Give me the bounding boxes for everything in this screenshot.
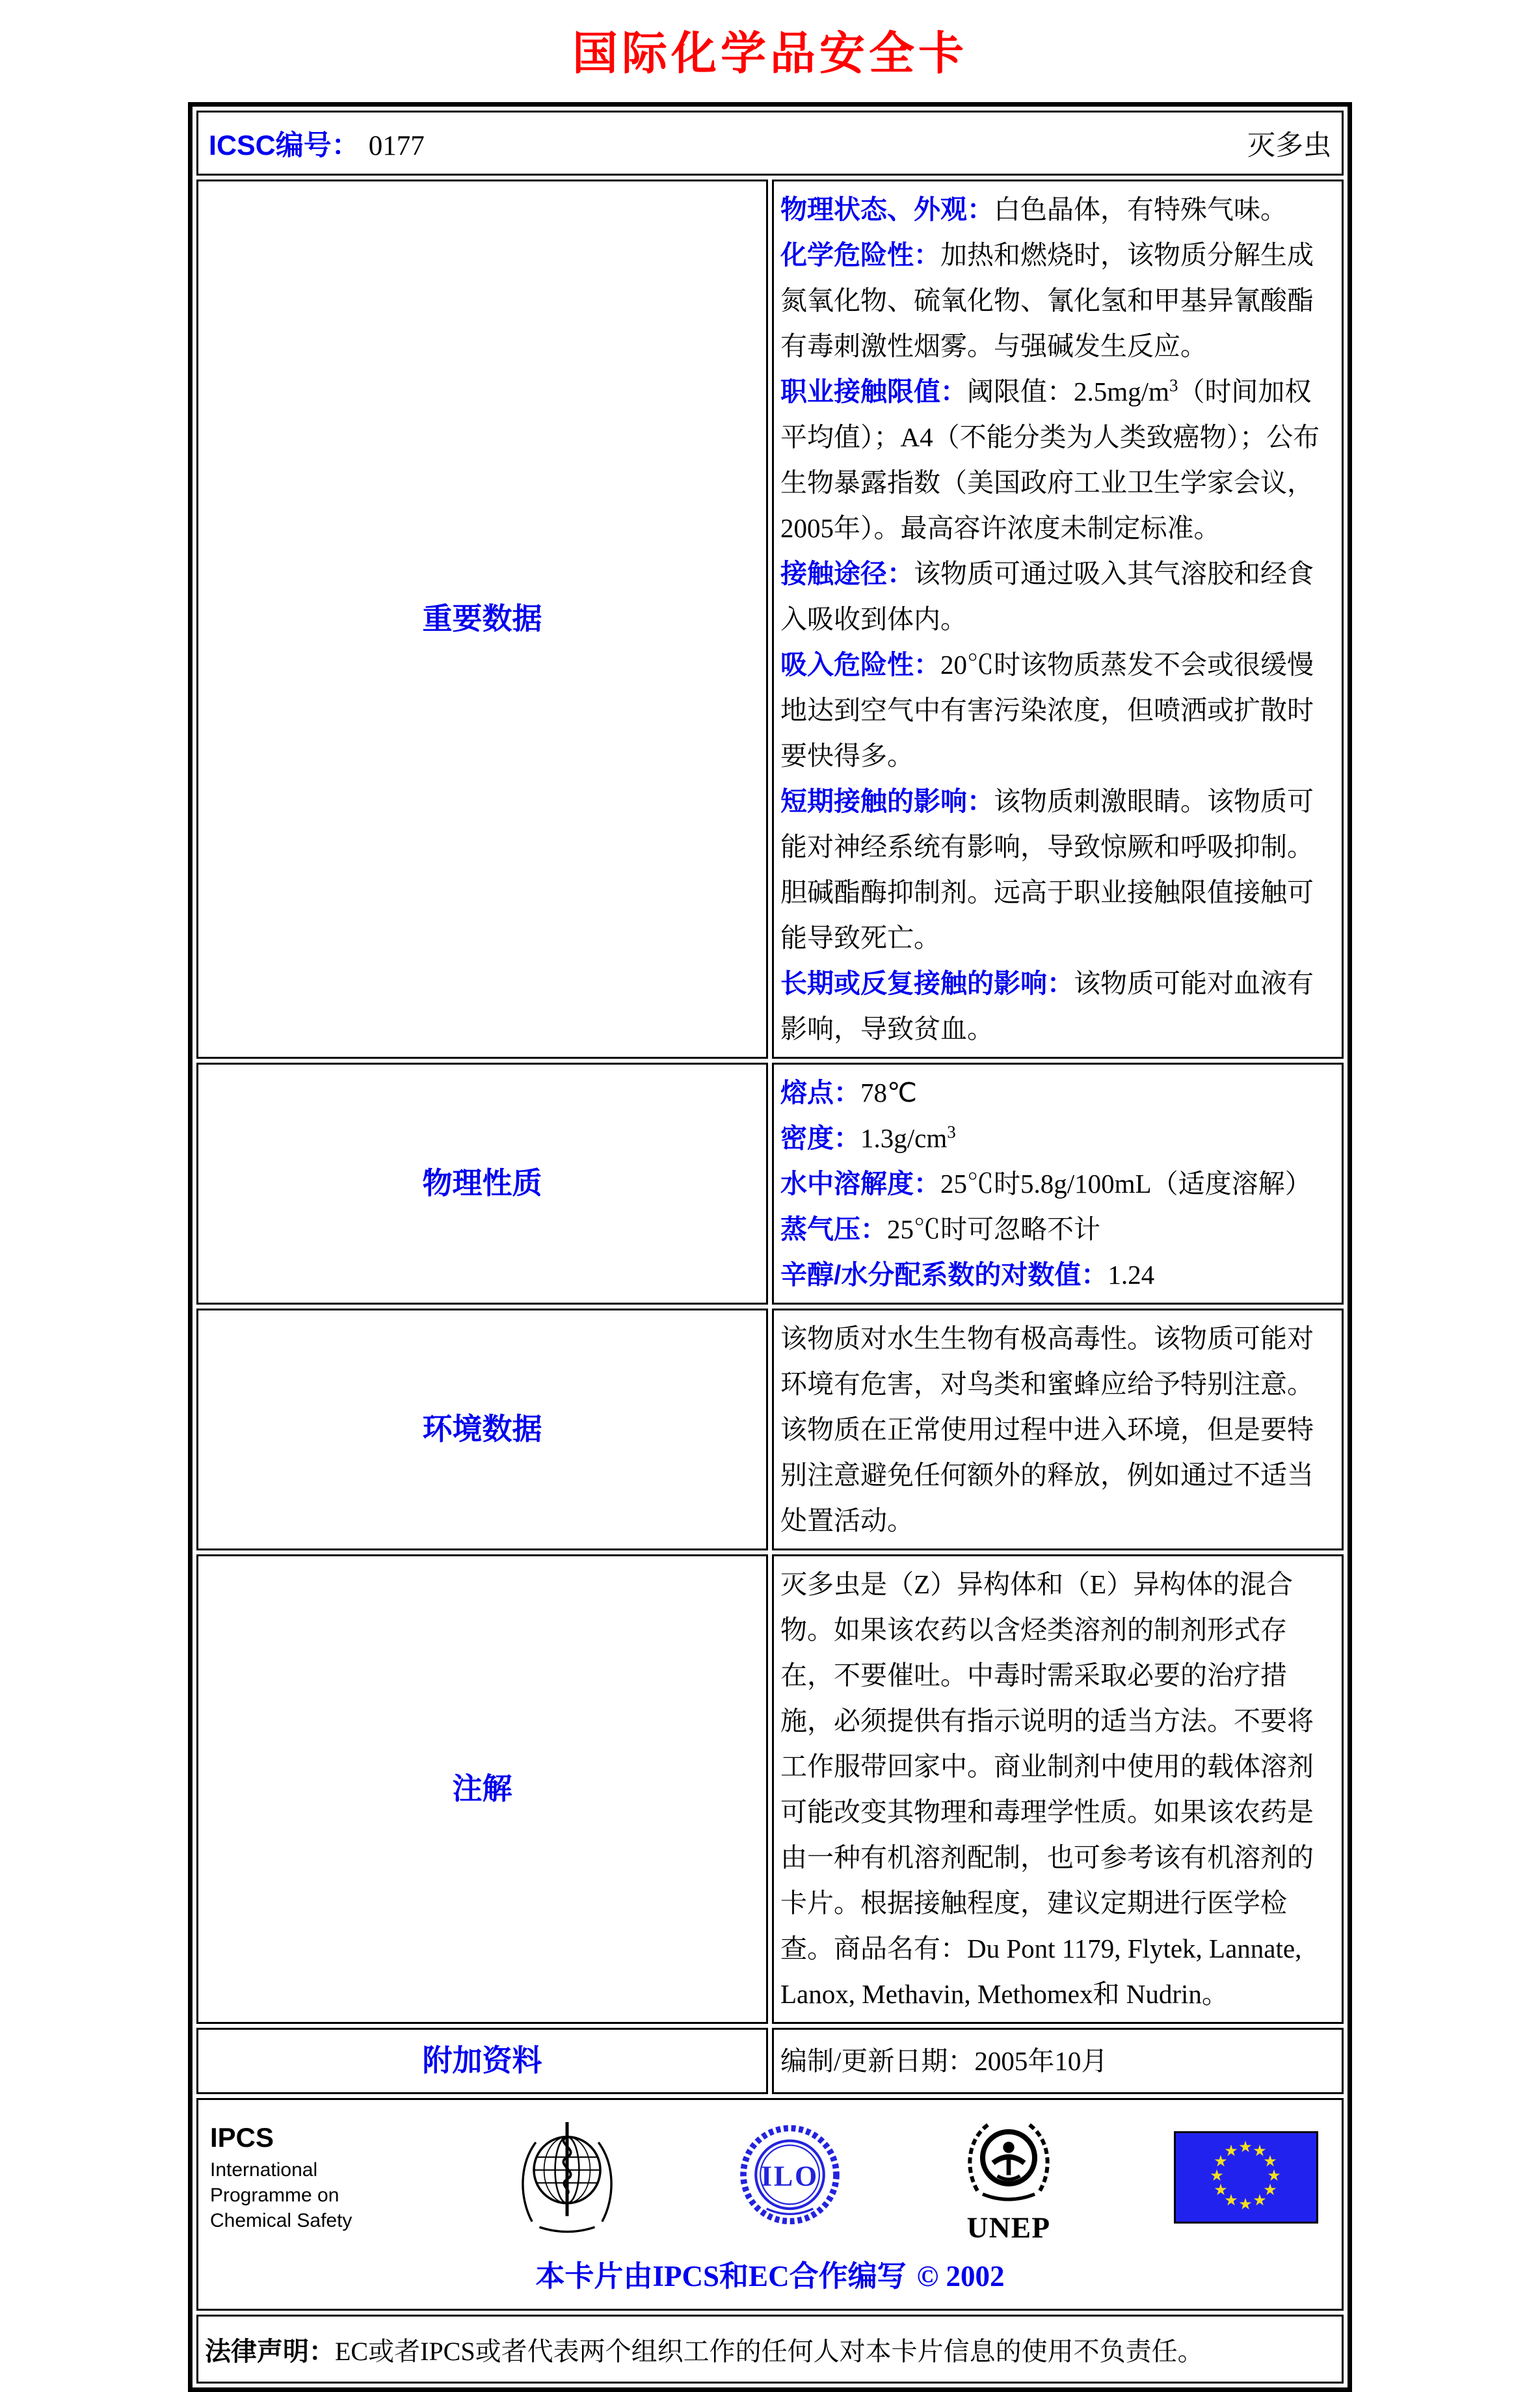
logos-row <box>205 2109 1335 2246</box>
chemical-danger-item <box>780 232 1334 369</box>
eu-flag-icon <box>1174 2131 1318 2224</box>
chemical-name: 灭多虫 <box>1247 130 1331 161</box>
chemical-danger-label: 化学危险性： <box>780 240 940 270</box>
exposure-route-label: 接触途径： <box>780 559 914 589</box>
environmental-data-content <box>772 1309 1344 1550</box>
ipcs-block <box>210 2122 399 2233</box>
ipcs-line-1: International <box>210 2159 318 2181</box>
additional-info-row-label: 附加资料 <box>196 2028 768 2094</box>
eu-star-icon: ★ <box>1263 2152 1277 2170</box>
notes-row <box>196 1554 1344 2024</box>
inhalation-risk-text: 20℃时该物质蒸发不会或很缓慢地达到空气中有害污染浓度，但喷洒或扩散时要快得多。 <box>780 650 1314 771</box>
notes-content <box>772 1554 1344 2024</box>
chemical-danger-text: 加热和燃烧时，该物质分解生成氮氧化物、硫氧化物、氰化氢和甲基异氰酸酯有毒刺激性烟雾。与强碱发生反应。 <box>780 240 1314 361</box>
notes-row-label: 注解 <box>196 1554 768 2024</box>
unep-logo-icon <box>957 2108 1061 2248</box>
density-value: 1.3g/cm <box>860 1123 948 1153</box>
unep-logo-text: UNEP <box>966 2211 1051 2244</box>
vapor-pressure-value: 25℃时可忽略不计 <box>887 1214 1100 1244</box>
icsc-card-page <box>0 17 1540 2366</box>
ilo-logo-text: ILO <box>760 2160 819 2192</box>
legal-notice-text: EC或者IPCS或者代表两个组织工作的任何人对本卡片信息的使用不负责任。 <box>335 2336 1204 2366</box>
vapor-pressure-item <box>780 1206 1334 1252</box>
ipcs-line-2: Programme on <box>210 2184 339 2206</box>
important-data-row-label: 重要数据 <box>196 179 768 1059</box>
environmental-data-row <box>196 1309 1344 1550</box>
eu-star-icon: ★ <box>1253 2191 1267 2209</box>
physical-state-text: 白色晶体，有特殊气味。 <box>994 194 1287 224</box>
water-solubility-label: 水中溶解度： <box>780 1169 940 1199</box>
safety-card-table <box>188 102 1352 2392</box>
additional-info-row <box>196 2028 1344 2094</box>
environmental-data-text: 该物质对水生生物有极高毒性。该物质可能对环境有危害，对鸟类和蜜蜂应给予特别注意。该物质在正常使用过程中进入环境，但是要特别注意避免任何额外的释放，例如通过不适当处置活动。 <box>780 1323 1314 1535</box>
eu-star-icon: ★ <box>1224 2142 1238 2160</box>
exposure-limit-item <box>780 369 1334 551</box>
long-term-effects-text: 该物质可能对血液有影响，导致贫血。 <box>780 968 1314 1044</box>
header-row <box>196 111 1344 176</box>
ipcs-line-3: Chemical Safety <box>210 2209 352 2231</box>
partition-coefficient-label: 辛醇/水分配系数的对数值： <box>780 1260 1108 1290</box>
icsc-number-value: 0177 <box>368 130 425 161</box>
header-cell <box>196 111 1344 176</box>
melting-point-label: 熔点： <box>780 1078 860 1108</box>
partition-coefficient-value: 1.24 <box>1108 1260 1155 1290</box>
exposure-route-item <box>780 551 1334 642</box>
ilo-logo-icon <box>736 2116 843 2239</box>
density-item <box>780 1115 1334 1161</box>
footer-row <box>196 2098 1344 2311</box>
partition-coefficient-item <box>780 1252 1334 1297</box>
eu-star-icon: ★ <box>1224 2191 1238 2209</box>
melting-point-item <box>780 1070 1334 1115</box>
icsc-number-group <box>209 124 425 163</box>
long-term-effects-item <box>780 961 1334 1052</box>
exposure-limit-text2: （时间加权平均值）；A4（不能分类为人类致癌物）；公布生物暴露指数（美国政府工业卫生学家会议，2005年）。最高容许浓度未制定标准。 <box>780 377 1320 543</box>
who-logo-icon <box>512 2112 622 2242</box>
footer-cell <box>196 2098 1344 2311</box>
eu-star-icon: ★ <box>1238 2138 1253 2156</box>
physical-properties-row <box>196 1063 1344 1305</box>
eu-star-icon: ★ <box>1267 2166 1281 2185</box>
physical-state-label: 物理状态、外观： <box>780 194 994 224</box>
long-term-effects-label: 长期或反复接触的影响： <box>780 968 1074 998</box>
eu-star-icon: ★ <box>1214 2181 1228 2199</box>
physical-properties-content <box>772 1063 1344 1305</box>
exposure-limit-label: 职业接触限值： <box>780 377 967 406</box>
physical-state-item <box>780 187 1334 232</box>
exposure-limit-text: 阈限值：2.5mg/m <box>967 377 1169 406</box>
legal-row <box>196 2315 1344 2384</box>
page-title: 国际化学品安全卡 <box>572 29 968 79</box>
additional-info-content <box>772 2028 1344 2094</box>
water-solubility-value: 25℃时5.8g/100mL（适度溶解） <box>940 1169 1312 1199</box>
density-superscript: 3 <box>947 1122 956 1142</box>
eu-star-icon: ★ <box>1238 2195 1253 2213</box>
vapor-pressure-label: 蒸气压： <box>780 1214 887 1244</box>
important-data-content <box>772 179 1344 1059</box>
short-term-effects-label: 短期接触的影响： <box>780 786 994 816</box>
inhalation-risk-item <box>780 642 1334 778</box>
ipcs-title: IPCS <box>210 2121 274 2153</box>
water-solubility-item <box>780 1161 1334 1206</box>
update-date-text: 编制/更新日期：2005年10月 <box>780 2046 1108 2076</box>
icsc-number-label: ICSC编号： <box>209 129 360 161</box>
footer-caption <box>205 2252 1335 2294</box>
melting-point-value: 78℃ <box>860 1078 918 1108</box>
footer-caption-text: 本卡片由IPCS和EC合作编写 <box>535 2260 907 2292</box>
footer-copyright: © 2002 <box>916 2260 1005 2292</box>
legal-cell <box>196 2315 1344 2384</box>
eu-star-icon: ★ <box>1253 2142 1267 2160</box>
physical-properties-row-label: 物理性质 <box>196 1063 768 1305</box>
short-term-effects-item <box>780 778 1334 961</box>
legal-notice-label: 法律声明： <box>205 2337 335 2366</box>
important-data-row <box>196 179 1344 1059</box>
eu-star-icon: ★ <box>1263 2181 1277 2199</box>
density-label: 密度： <box>780 1123 860 1153</box>
eu-star-icon: ★ <box>1214 2152 1228 2170</box>
inhalation-risk-label: 吸入危险性： <box>780 650 940 680</box>
exposure-limit-superscript: 3 <box>1169 375 1178 395</box>
short-term-effects-text: 该物质刺激眼睛。该物质可能对神经系统有影响，导致惊厥和呼吸抑制。胆碱酯酶抑制剂。远高于职业接触限值接触可能导致死亡。 <box>780 786 1314 953</box>
exposure-route-text: 该物质可通过吸入其气溶胶和经食入吸收到体内。 <box>780 559 1314 634</box>
environmental-data-row-label: 环境数据 <box>196 1309 768 1550</box>
notes-text: 灭多虫是（Z）异构体和（E）异构体的混合物。如果该农药以含烃类溶剂的制剂形式存在，不要催吐。中毒时需采取必要的治疗措施，必须提供有指示说明的适当方法。不要将工作服带回家中。商业制剂中使用的载体溶剂可能改变其物理和毒理学性质。如果该农药是由一种有机溶剂配制，也可参考该有机溶剂的卡片。根据接触程度，建议定期进行医学检查。商品名有：Du Pont 1179, Flytek, Lannate, Lanox, Methavin, Methomex和 Nudrin。 <box>780 1569 1314 2009</box>
eu-star-icon: ★ <box>1210 2166 1224 2185</box>
